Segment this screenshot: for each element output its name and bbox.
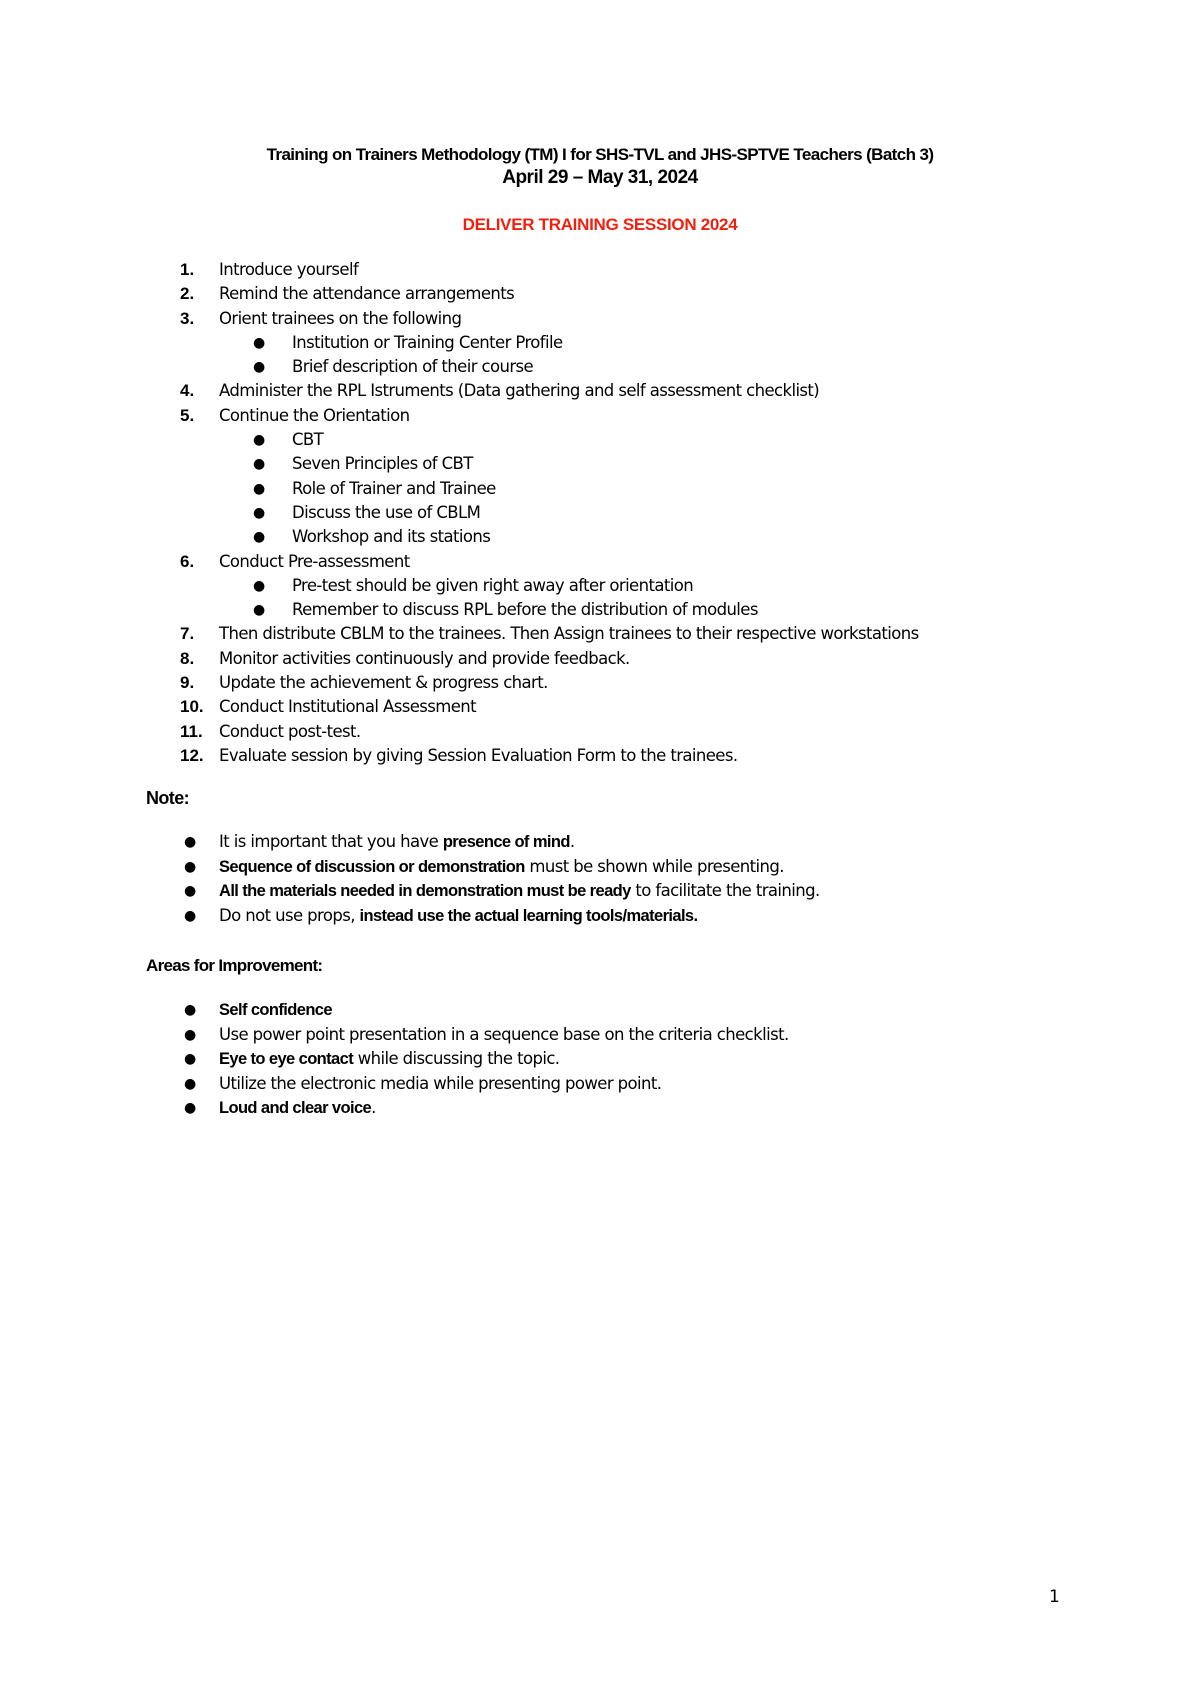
note-item-text xyxy=(219,830,575,855)
bullet-icon: ● xyxy=(184,1002,197,1018)
text-run: Utilize the electronic media while presenting power point. xyxy=(219,1073,662,1093)
sub-item-text: Pre-test should be given right away after orientation xyxy=(292,575,694,595)
areas-item-text xyxy=(219,998,332,1023)
step-text: Update the achievement & progress chart. xyxy=(219,673,548,693)
bold-text: Sequence of discussion or demonstration xyxy=(219,857,525,876)
document-title: Training on Trainers Methodology (TM) I for SHS-TVL and JHS-SPTVE Teachers (Batch 3) xyxy=(266,145,934,164)
sub-list-item xyxy=(180,598,1080,622)
bullet-icon: ● xyxy=(184,883,197,899)
bullet-icon: ● xyxy=(253,432,266,449)
bold-text: Self confidence xyxy=(219,1001,332,1019)
step-item xyxy=(180,307,1080,331)
step-item xyxy=(180,282,1080,306)
sub-item-text: Discuss the use of CBLM xyxy=(292,502,481,522)
bullet-icon: ● xyxy=(253,456,266,473)
note-item xyxy=(184,879,1084,904)
bold-text: Eye to eye contact xyxy=(219,1050,354,1068)
bullet-icon: ● xyxy=(184,1100,197,1116)
text-run: . xyxy=(569,832,575,851)
areas-item xyxy=(184,1047,1084,1072)
text-run: must be shown while presenting. xyxy=(524,856,784,876)
text-run: to facilitate the training. xyxy=(630,881,820,900)
areas-item xyxy=(184,1023,1084,1048)
areas-list xyxy=(184,998,1084,1121)
step-text: Conduct post-test. xyxy=(219,721,361,741)
bullet-icon: ● xyxy=(184,1075,197,1092)
bullet-icon: ● xyxy=(253,359,266,376)
areas-heading: Areas for Improvement: xyxy=(146,956,323,975)
training-dates: April 29 – May 31, 2024 xyxy=(502,167,698,188)
bullet-icon: ● xyxy=(184,1026,197,1043)
sub-list-item xyxy=(180,501,1080,525)
bullet-icon: ● xyxy=(184,834,197,850)
step-number: 7. xyxy=(180,624,195,644)
step-number: 11. xyxy=(180,721,203,741)
step-number: 12. xyxy=(180,745,204,765)
sub-item-text: Institution or Training Center Profile xyxy=(292,332,563,352)
bullet-icon: ● xyxy=(184,907,197,924)
text-run: Do not use props, xyxy=(219,905,360,925)
bold-text: instead use the actual learning tools/materials. xyxy=(359,906,698,925)
step-number: 8. xyxy=(180,648,195,668)
step-text: Introduce yourself xyxy=(219,260,359,279)
areas-item-text xyxy=(219,1096,376,1121)
step-item xyxy=(180,550,1080,574)
step-item xyxy=(180,671,1080,695)
sub-list-item xyxy=(180,477,1080,501)
note-item xyxy=(184,830,1084,855)
sub-item-text: Seven Principles of CBT xyxy=(292,454,473,474)
sub-item-text: Role of Trainer and Trainee xyxy=(292,478,496,498)
step-number: 9. xyxy=(180,673,195,693)
step-text: Administer the RPL Istruments (Data gathering and self assessment checklist) xyxy=(219,381,820,401)
bullet-icon: ● xyxy=(253,602,266,619)
step-text: Orient trainees on the following xyxy=(219,308,462,328)
step-item xyxy=(180,720,1080,744)
step-text: Conduct Institutional Assessment xyxy=(219,697,477,717)
session-heading: DELIVER TRAINING SESSION 2024 xyxy=(462,215,738,234)
step-item xyxy=(180,404,1080,428)
step-number: 2. xyxy=(180,284,195,304)
step-text: Conduct Pre-assessment xyxy=(219,551,410,571)
step-item xyxy=(180,695,1080,719)
sub-item-text: Workshop and its stations xyxy=(292,527,491,547)
areas-item xyxy=(184,1072,1084,1097)
bold-text: Loud and clear voice xyxy=(219,1099,372,1117)
note-item-text xyxy=(219,879,820,904)
bold-text: presence of mind xyxy=(442,833,570,851)
step-number: 6. xyxy=(180,551,195,571)
sub-list-item xyxy=(180,331,1080,355)
step-item xyxy=(180,744,1080,768)
bullet-icon: ● xyxy=(253,577,266,594)
sub-list-item xyxy=(180,452,1080,476)
text-run: Use power point presentation in a sequence base on the criteria checklist. xyxy=(219,1024,789,1044)
bullet-icon: ● xyxy=(184,858,197,875)
sub-item-text: CBT xyxy=(292,430,324,450)
step-number: 5. xyxy=(180,405,195,425)
areas-item-text xyxy=(219,1023,789,1048)
sub-item-text: Brief description of their course xyxy=(292,357,534,377)
sub-item-text: Remember to discuss RPL before the distribution of modules xyxy=(292,600,758,620)
sub-list-item xyxy=(180,428,1080,452)
areas-item xyxy=(184,998,1084,1023)
step-number: 3. xyxy=(180,308,195,328)
note-item xyxy=(184,904,1084,929)
areas-item-text xyxy=(219,1072,661,1097)
bullet-icon: ● xyxy=(184,1051,197,1067)
bullet-icon: ● xyxy=(253,480,266,497)
step-text: Evaluate session by giving Session Evaluation Form to the trainees. xyxy=(219,745,738,765)
note-item-text xyxy=(219,855,784,880)
bullet-icon: ● xyxy=(253,334,266,351)
step-number: 4. xyxy=(180,381,195,401)
bullet-icon: ● xyxy=(253,504,266,521)
bold-text: All the materials needed in demonstration must be ready xyxy=(219,882,631,900)
areas-item-text xyxy=(219,1047,559,1072)
steps-list xyxy=(180,258,1080,768)
step-text: Continue the Orientation xyxy=(219,405,410,425)
step-item xyxy=(180,647,1080,671)
areas-item xyxy=(184,1096,1084,1121)
step-text: Remind the attendance arrangements xyxy=(219,284,515,304)
bullet-icon: ● xyxy=(253,529,266,546)
sub-list-item xyxy=(180,525,1080,549)
sub-list-item xyxy=(180,355,1080,379)
step-number: 10. xyxy=(180,697,204,717)
note-heading: Note: xyxy=(146,788,189,808)
note-item xyxy=(184,855,1084,880)
text-run: It is important that you have xyxy=(219,832,443,851)
step-item xyxy=(180,622,1080,646)
note-list xyxy=(184,830,1084,928)
sub-list-item xyxy=(180,574,1080,598)
step-number: 1. xyxy=(180,260,195,279)
text-run: while discussing the topic. xyxy=(353,1049,560,1068)
page-number: 1 xyxy=(1049,1587,1060,1607)
text-run: . xyxy=(371,1098,376,1117)
step-text: Then distribute CBLM to the trainees. Then Assign trainees to their respective workstations xyxy=(219,624,919,644)
note-item-text xyxy=(219,904,698,929)
step-item xyxy=(180,379,1080,403)
step-text: Monitor activities continuously and provide feedback. xyxy=(219,648,630,668)
step-item xyxy=(180,258,1080,282)
